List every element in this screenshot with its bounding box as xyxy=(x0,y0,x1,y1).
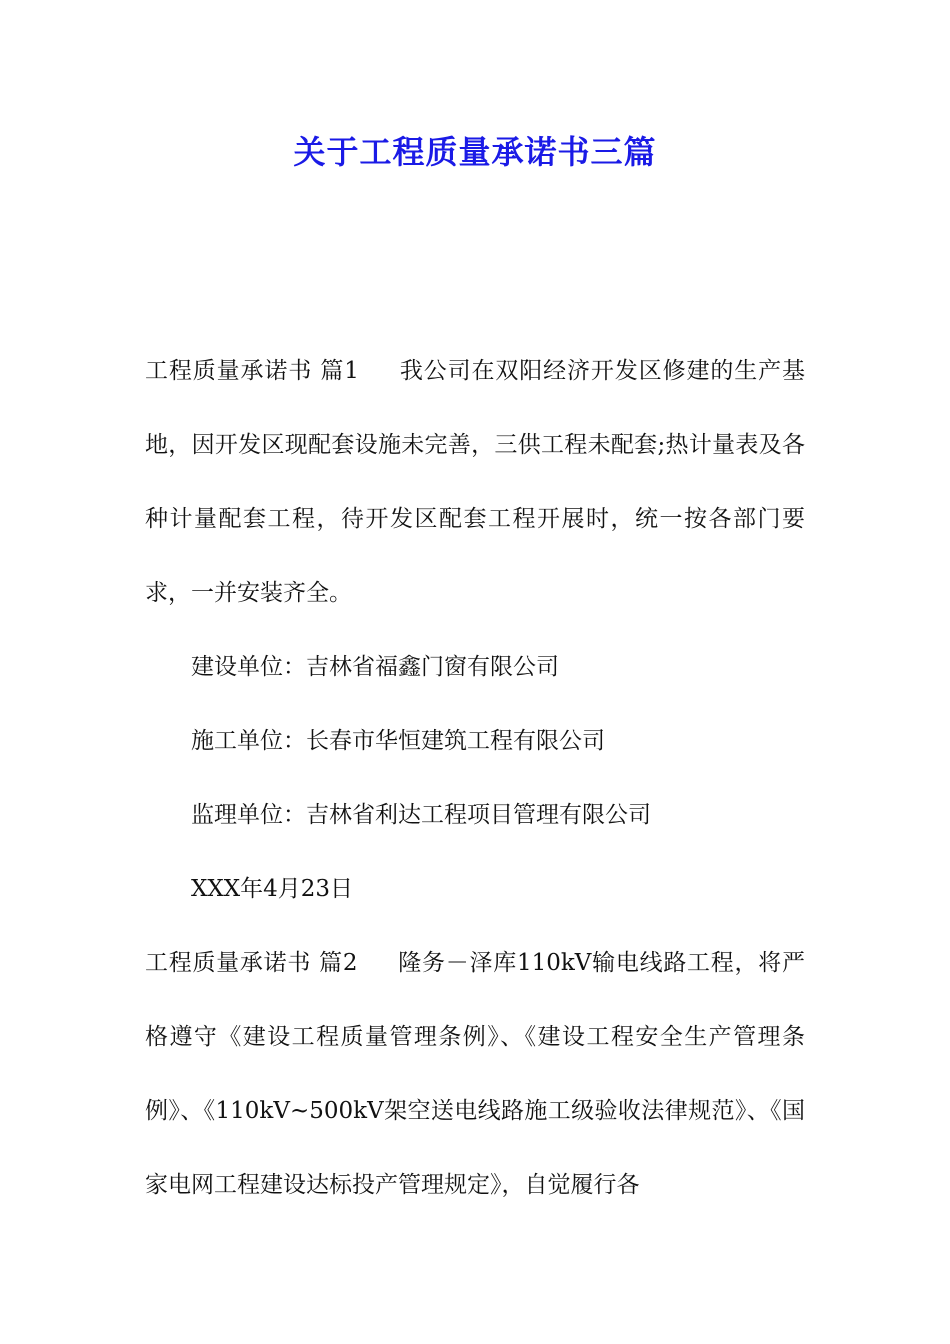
section1-text: 我公司在双阳经济开发区修建的生产基地，因开发区现配套设施未完善，三供工程未配套;热计量表及各种计量配套工程，待开发区配套工程开展时，统一按各部门要求，一并安装齐全。 xyxy=(145,358,806,606)
construction-unit-line: 建设单位：吉林省福鑫门窗有限公司 xyxy=(191,654,559,680)
section2-heading: 工程质量承诺书 篇2 xyxy=(145,950,358,976)
date-line: XXX年4月23日 xyxy=(191,876,354,902)
section1-paragraph xyxy=(145,334,805,630)
document-title: 关于工程质量承诺书三篇 xyxy=(293,133,657,171)
supervisor-unit-line: 监理单位：吉林省利达工程项目管理有限公司 xyxy=(191,802,651,828)
document-body xyxy=(145,334,805,1222)
section2-text: 隆务－泽库110kV输电线路工程，将严格遵守《建设工程质量管理条例》、《建设工程安全生产管理条例》、《110kV~500kV架空送电线路施工级验收法律规范》、《国家电网工程建设达标投产管理规定》，自觉履行各 xyxy=(145,950,805,1198)
builder-unit-line: 施工单位：长春市华恒建筑工程有限公司 xyxy=(191,728,605,754)
section1-heading: 工程质量承诺书 篇1 xyxy=(145,358,359,384)
section2-paragraph xyxy=(145,926,805,1222)
